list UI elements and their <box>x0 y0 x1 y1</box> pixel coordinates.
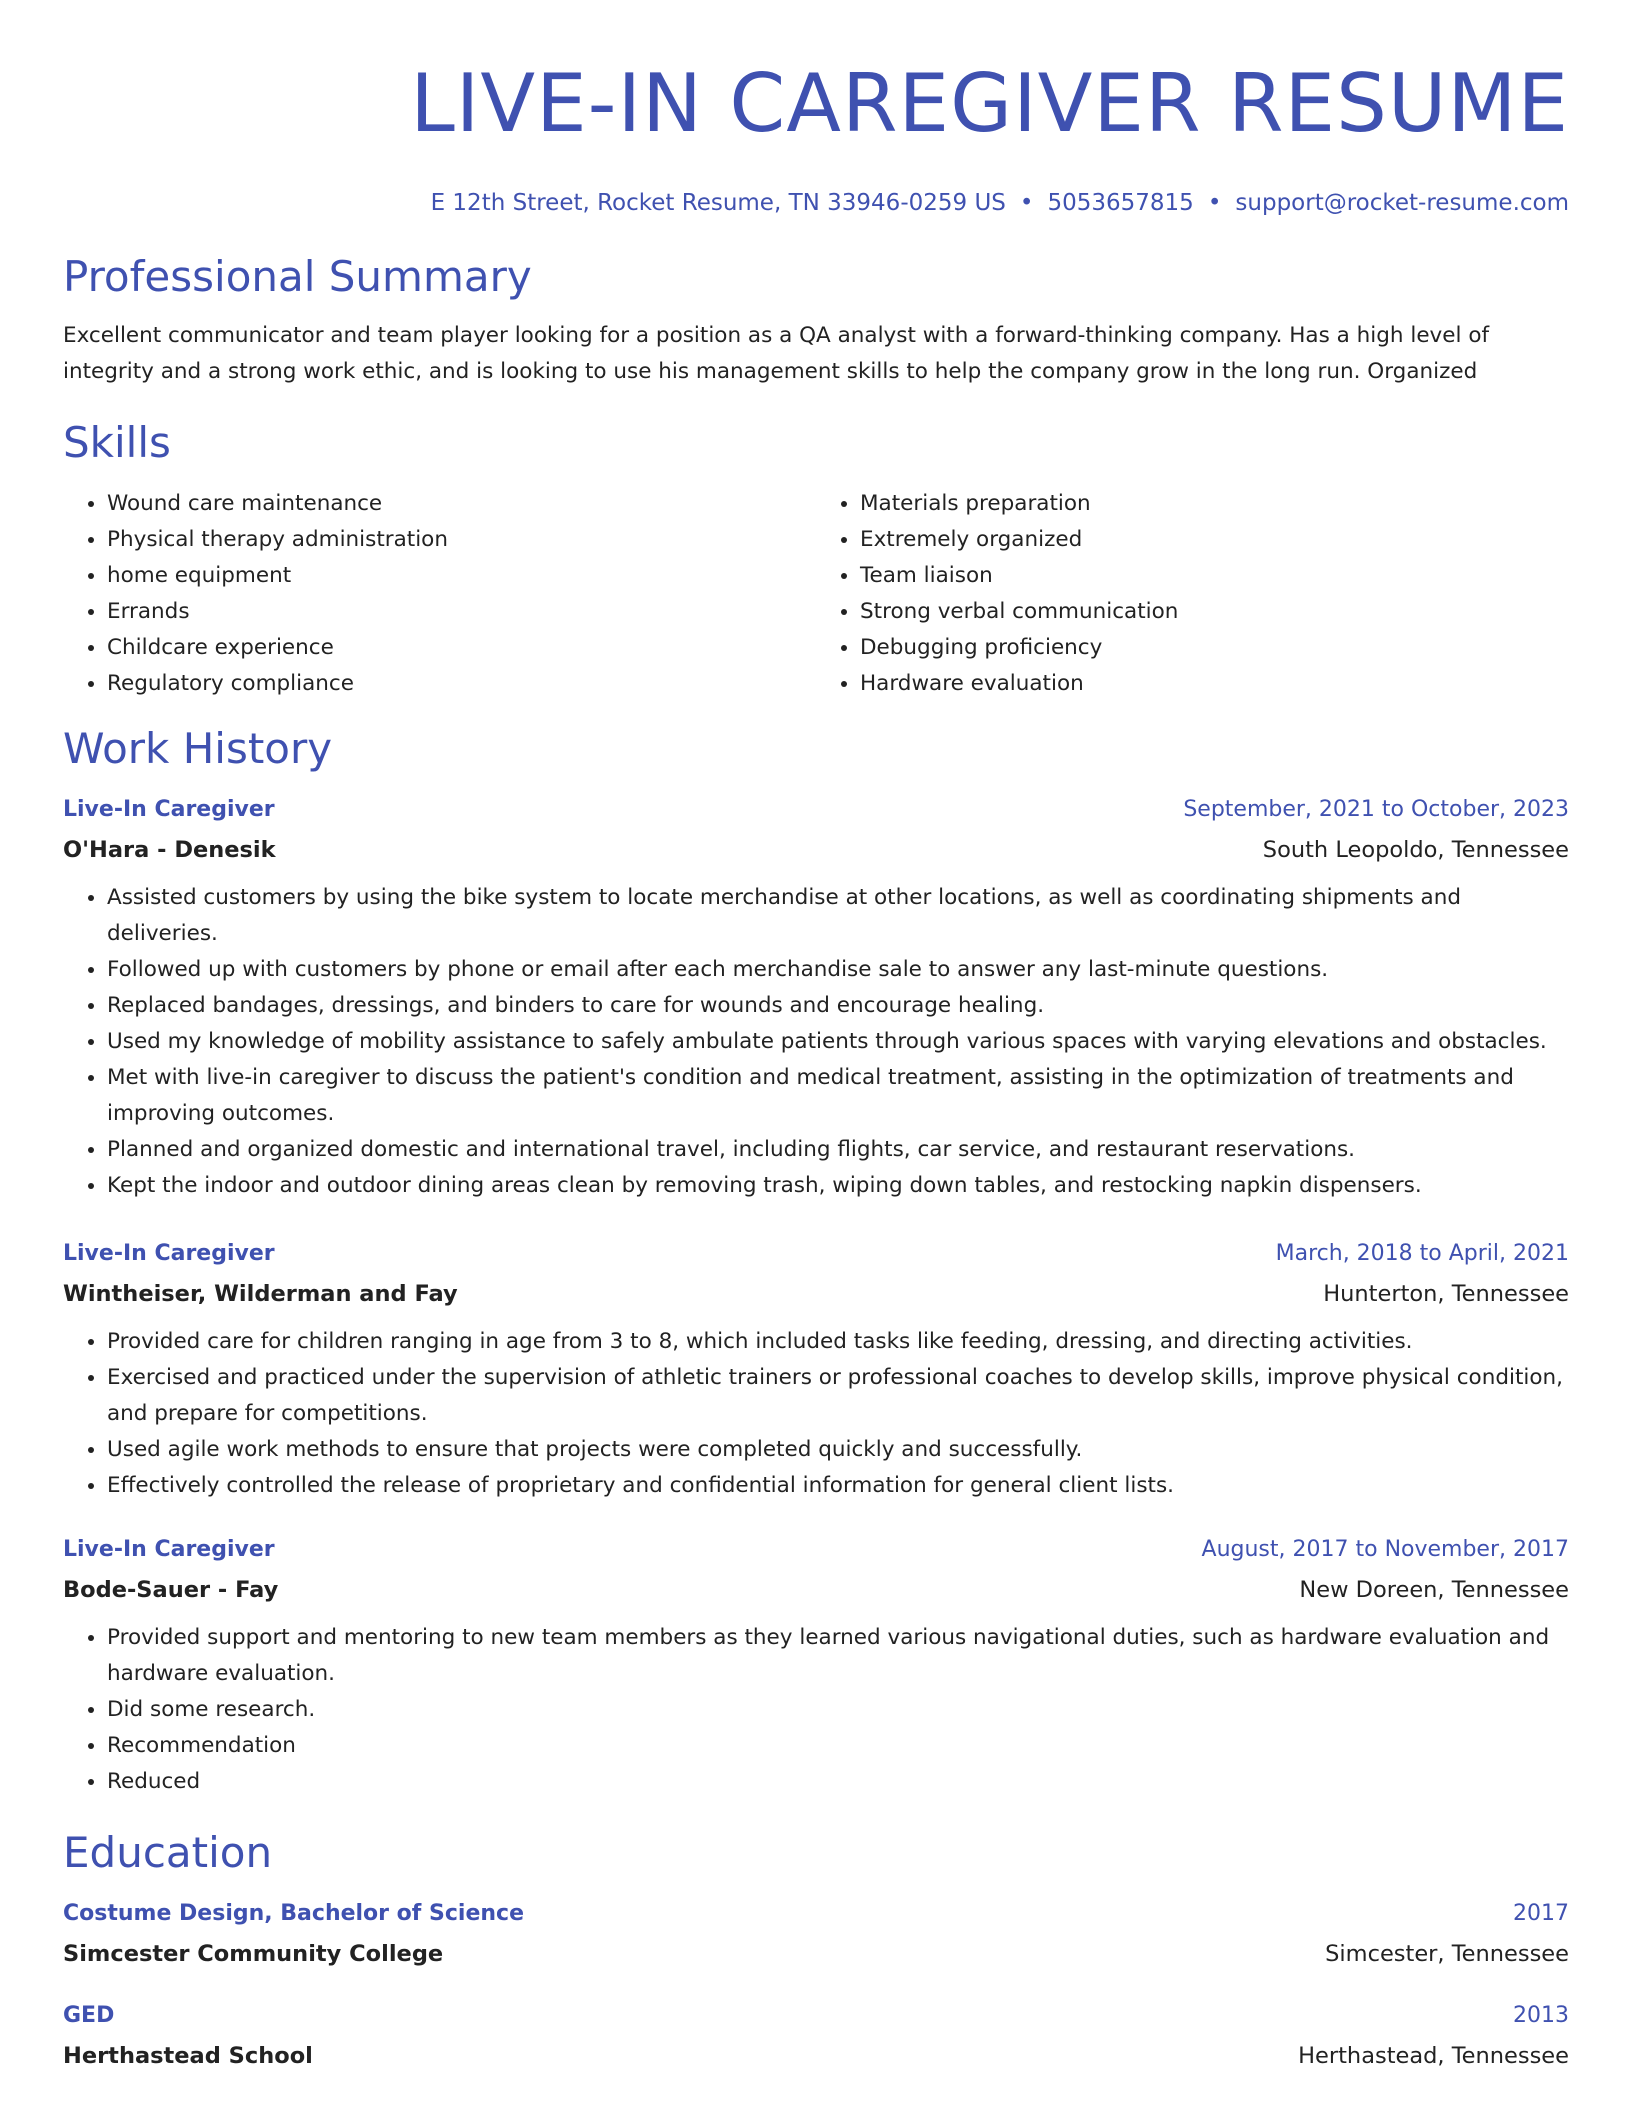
job-company: Bode-Sauer - Fay <box>63 1577 279 1603</box>
contact-phone: 5053657815 <box>1047 190 1194 216</box>
job-entry <box>63 1534 1569 1800</box>
skill-item: • home equipment <box>107 558 816 594</box>
job-location: Hunterton, Tennessee <box>1323 1281 1569 1307</box>
job-role: Live-In Caregiver <box>63 1537 275 1562</box>
job-bullets <box>63 880 1569 1204</box>
job-bullet: • Did some research. <box>107 1692 1569 1728</box>
job-bullet: • Used agile work methods to ensure that projects were completed quickly and successfully. <box>107 1432 1569 1468</box>
summary-text: Excellent communicator and team player looking for a position as a QA analyst with a forward-thinking company. Has a high level of integrity and a strong work ethic, and is looking to use his management skills to help the company grow in the long run. Organized <box>63 323 1490 384</box>
job-bullets <box>63 1620 1569 1800</box>
contact-address: E 12th Street, Rocket Resume, TN 33946-0259 US <box>430 190 1006 216</box>
skill-item: • Regulatory compliance <box>107 666 816 702</box>
job-bullet: • Followed up with customers by phone or email after each merchandise sale to answer any last-minute questions. <box>107 952 1569 988</box>
education-entry <box>63 1898 1569 1970</box>
skill-item: • Physical therapy administration <box>107 522 816 558</box>
skills-list <box>63 486 1569 702</box>
job-dates: March, 2018 to April, 2021 <box>1275 1241 1569 1266</box>
job-bullet: • Planned and organized domestic and international travel, including flights, car service, and restaurant reservations. <box>107 1132 1569 1168</box>
job-entry <box>63 794 1569 1204</box>
job-company: O'Hara - Denesik <box>63 837 276 863</box>
job-bullet: • Used my knowledge of mobility assistance to safely ambulate patients through various spaces with varying elevations and obstacles. <box>107 1024 1569 1060</box>
skill-item: • Materials preparation <box>860 486 1569 522</box>
education-entry <box>63 2000 1569 2072</box>
education-location: Simcester, Tennessee <box>1325 1941 1569 1967</box>
contact-email[interactable]: support@rocket-resume.com <box>1235 190 1569 216</box>
education-school: Herthastead School <box>63 2043 313 2069</box>
contact-line <box>63 188 1569 218</box>
job-bullet: • Assisted customers by using the bike system to locate merchandise at other locations, as well as coordinating shipments and deliveries. <box>107 880 1569 952</box>
job-role: Live-In Caregiver <box>63 797 275 822</box>
job-bullet: • Exercised and practiced under the supervision of athletic trainers or professional coaches to develop skills, improve physical condition, and prepare for competitions. <box>107 1360 1569 1432</box>
skill-item: • Team liaison <box>860 558 1569 594</box>
job-bullet: • Provided care for children ranging in age from 3 to 8, which included tasks like feeding, dressing, and directing activities. <box>107 1324 1569 1360</box>
skill-item: • Debugging proficiency <box>860 630 1569 666</box>
education-heading: Education <box>63 1828 273 1877</box>
education-year: 2017 <box>1513 1901 1569 1926</box>
contact-separator: • <box>1207 190 1222 216</box>
summary-heading: Professional Summary <box>63 252 532 301</box>
resume-header <box>63 0 1569 218</box>
skill-item: • Wound care maintenance <box>107 486 816 522</box>
skills-column-right <box>816 486 1569 702</box>
job-bullet: • Met with live-in caregiver to discuss the patient's condition and medical treatment, assisting in the optimization of treatments and improving outcomes. <box>107 1060 1569 1132</box>
job-bullet: • Reduced <box>107 1764 1569 1800</box>
work-history-heading: Work History <box>63 724 333 773</box>
job-location: South Leopoldo, Tennessee <box>1262 837 1569 863</box>
job-bullets <box>63 1324 1569 1504</box>
skills-column-left <box>63 486 816 702</box>
skill-item: • Childcare experience <box>107 630 816 666</box>
skill-item: • Extremely organized <box>860 522 1569 558</box>
education-year: 2013 <box>1513 2003 1569 2028</box>
job-bullet: • Effectively controlled the release of proprietary and confidential information for general client lists. <box>107 1468 1569 1504</box>
education-location: Herthastead, Tennessee <box>1298 2043 1569 2069</box>
education-school: Simcester Community College <box>63 1941 444 1967</box>
job-bullet: • Provided support and mentoring to new team members as they learned various navigational duties, such as hardware evaluation and hardware evaluation. <box>107 1620 1569 1692</box>
resume-title: LIVE-IN CAREGIVER RESUME <box>410 57 1569 150</box>
job-bullet: • Recommendation <box>107 1728 1569 1764</box>
job-bullet: • Kept the indoor and outdoor dining areas clean by removing trash, wiping down tables, and restocking napkin dispensers. <box>107 1168 1569 1204</box>
job-dates: August, 2017 to November, 2017 <box>1201 1537 1569 1562</box>
skills-heading: Skills <box>63 418 171 467</box>
contact-separator: • <box>1019 190 1034 216</box>
education-degree: Costume Design, Bachelor of Science <box>63 1901 525 1926</box>
job-location: New Doreen, Tennessee <box>1299 1577 1569 1603</box>
skill-item: • Strong verbal communication <box>860 594 1569 630</box>
skill-item: • Errands <box>107 594 816 630</box>
job-dates: September, 2021 to October, 2023 <box>1183 797 1569 822</box>
job-company: Wintheiser, Wilderman and Fay <box>63 1281 458 1307</box>
job-bullet: • Replaced bandages, dressings, and binders to care for wounds and encourage healing. <box>107 988 1569 1024</box>
job-entry <box>63 1238 1569 1504</box>
skill-item: • Hardware evaluation <box>860 666 1569 702</box>
job-role: Live-In Caregiver <box>63 1241 275 1266</box>
education-degree: GED <box>63 2003 115 2028</box>
